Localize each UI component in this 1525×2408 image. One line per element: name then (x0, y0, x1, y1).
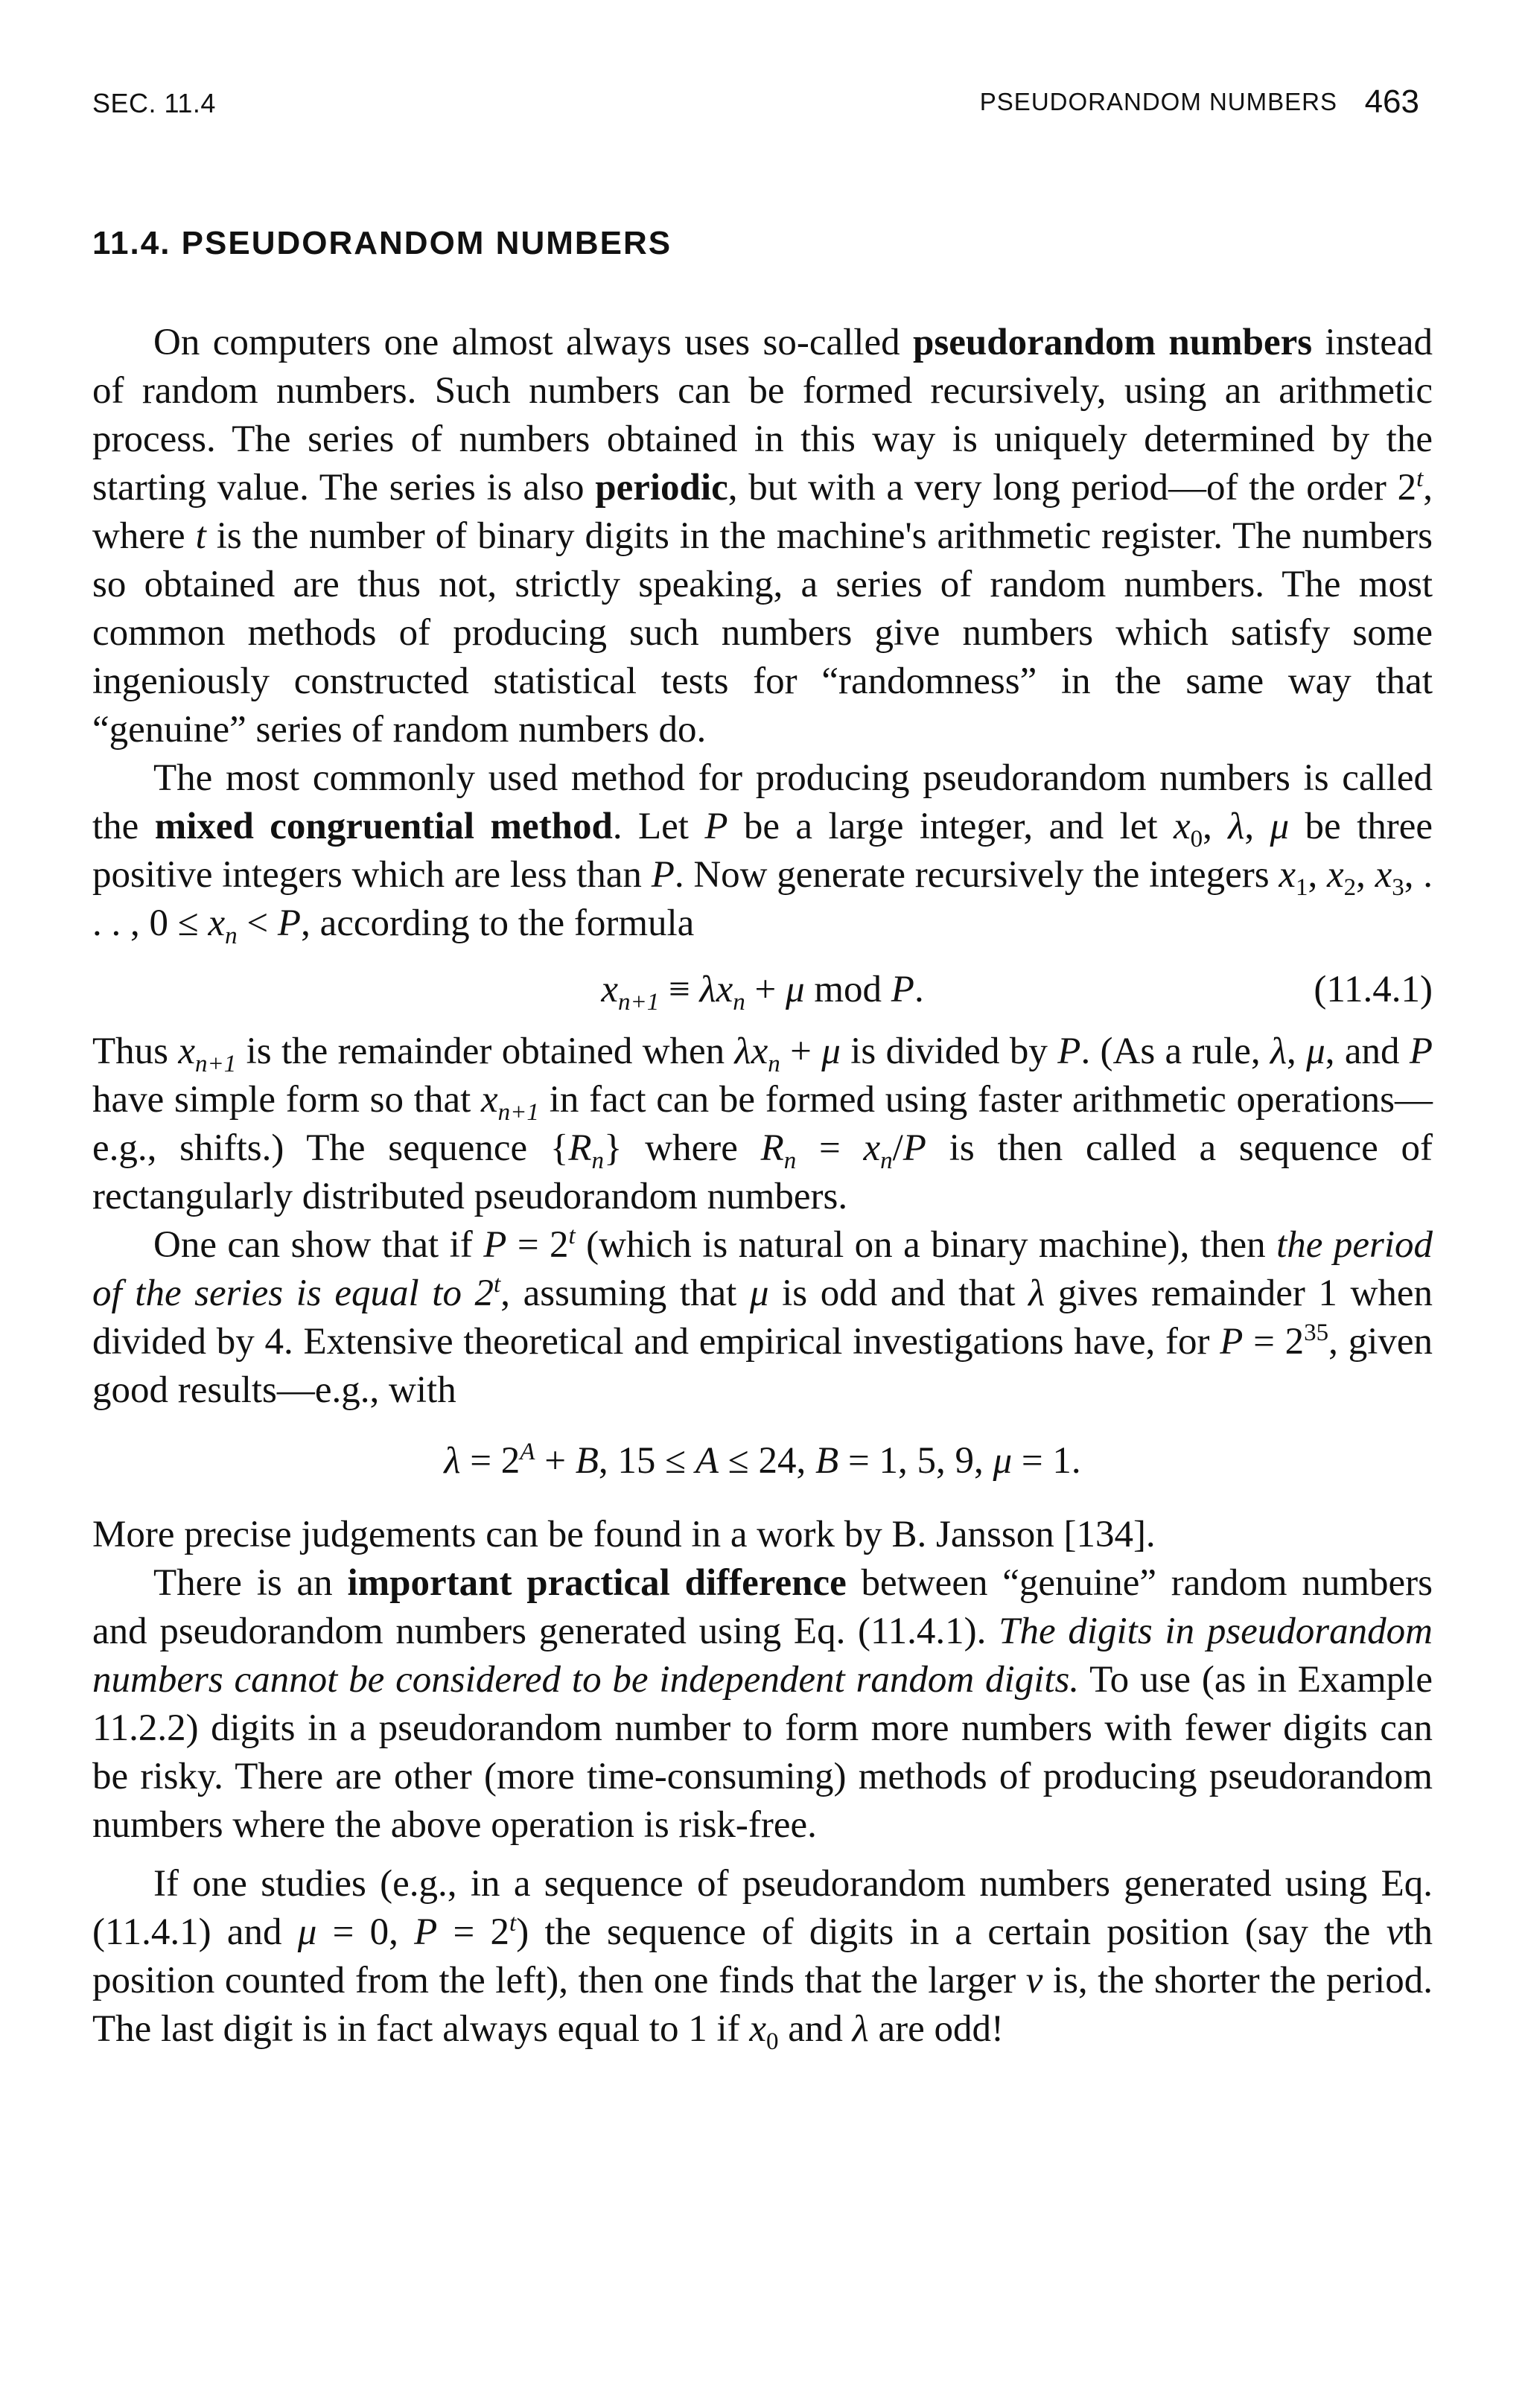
equation-11-4-1 (92, 966, 1433, 1014)
section-reference: SEC. 11.4 (92, 88, 216, 118)
paragraph-practical-difference: There is an important practical difference between “genuine” random numbers and pseudorandom numbers generated using Eq. (11.4.1). The digits in pseudorandom numbers cannot be considered to be independent random digits. To use (as in Example 11.2.2) digits in a pseudorandom number to form more numbers with fewer digits can be risky. There are other (more time-consuming) methods of producing pseudorandom numbers where the above operation is risk-free. (92, 1562, 1433, 1846)
statement-digits-not-independent: The digits in pseudorandom numbers cannot be considered to be independent random digits. (92, 1611, 1433, 1701)
page-number: 463 (1364, 83, 1419, 120)
paragraph-intro: On computers one almost always uses so-called pseudorandom numbers instead of random numbers. Such numbers can be formed recursively, using an arithmetic process. The series of numbers obtained in this way is uniquely determined by the starting value. The series is also periodic, but with a very long period—of the order 2$^t$, where t is the number of binary digits in the machine's arithmetic register. The numbers so obtained are thus not, strictly speaking, a series of random numbers. The most common methods of producing such numbers give numbers which satisfy some ingeniously constructed statistical tests for “randomness” in the same way that “genuine” series of random numbers do. (92, 322, 1433, 751)
term-pseudorandom-numbers: pseudorandom numbers (913, 322, 1313, 363)
display-parameters: $\lambda = 2^A + B$, 15 ≤ A ≤ 24, B = 1, 5, 9, μ = 1. (444, 1439, 1081, 1482)
running-head (92, 83, 1419, 133)
equation-body: $x_{n+1} \equiv \lambda x_n + \mu$ mod P. (601, 969, 924, 1016)
running-title: PSEUDORANDOM NUMBERS (979, 88, 1337, 115)
paragraph-mixed-congruential: The most commonly used method for producing pseudorandom numbers is called the mixed congruential method. Let P be a large integer, and let $x_0$, λ, μ be three positive integers which are less than P. Now generate recursively the integers $x_1$, $x_2$, $x_3$, . . . , $0 \le x_n < P$, according to the formula (92, 757, 1433, 950)
paragraph-period: One can show that if $P = 2^t$ (which is natural on a binary machine), then the period of the series is equal to 2$^t$, assuming that μ is odd and that λ gives remainder 1 when divided by 4. Extensive theoretical and empirical investigations have, for $P = 2^{35}$, given good results—e.g., with (92, 1223, 1433, 1411)
section-heading: 11.4. PSEUDORANDOM NUMBERS (92, 225, 672, 261)
term-periodic: periodic (595, 467, 728, 509)
term-mixed-congruential-method: mixed congruential method (154, 806, 613, 847)
body-text (92, 319, 1433, 2054)
paragraph-digit-period: If one studies (e.g., in a sequence of pseudorandom numbers generated using Eq. (11.4.1) and μ = 0, $P = 2^t$) the sequence of digits in a certain position (say the vth position counted from the left), then one finds that the larger v is, the shorter the period. The last digit is in fact always equal to 1 if $x_0$ and λ are odd! (92, 1863, 1433, 2056)
equation-number: (11.4.1) (1314, 969, 1433, 1010)
paragraph-remainder: Thus $x_{n+1}$ is the remainder obtained when $\lambda x_n + \mu$ is divided by P. (As a rule, λ, μ, and P have simple form so that $x_{n+1}$ in fact can be formed using faster arithmetic operations—e.g., shifts.) The sequence $\{R_n\}$ where $R_n = x_n/P$ is then called a sequence of rectangularly distributed pseudorandom numbers. (92, 1031, 1433, 1217)
statement-period-equal: the period of the series is equal to 2 (92, 1224, 1433, 1314)
term-important-practical-difference: important practical difference (347, 1562, 847, 1604)
paragraph-jansson: More precise judgements can be found in a work by B. Jansson [134]. (92, 1514, 1156, 1555)
